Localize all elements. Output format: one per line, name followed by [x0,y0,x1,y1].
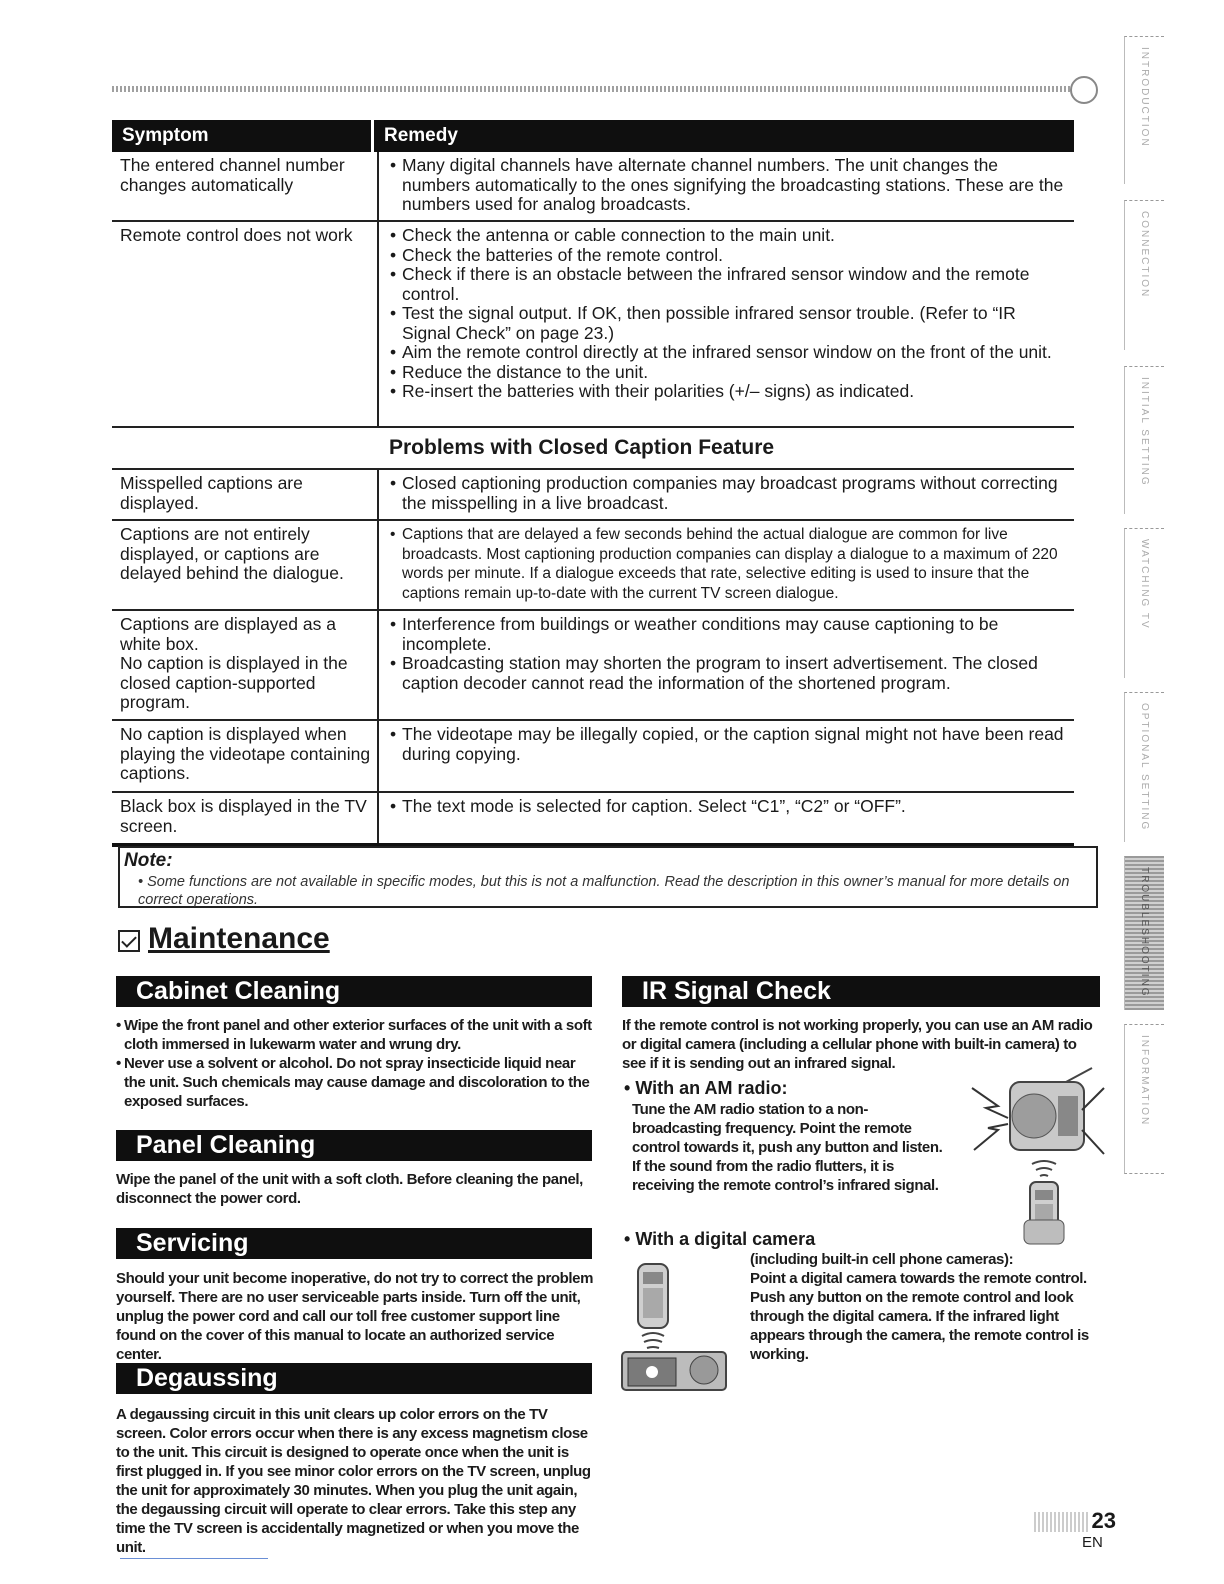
digital-camera-title: With a digital camera [635,1229,816,1249]
digital-camera-subheading: • With a digital camera [624,1229,816,1249]
am-radio-illustration [958,1066,1106,1166]
symptom-cell-2: No caption is displayed in the closed caption-supported program. [120,653,348,712]
maintenance-title: Maintenance [148,922,330,955]
remedy-header: Remedy [374,120,1074,152]
symptom-header: Symptom [112,120,374,152]
remedy-item: • Test the signal output. If OK, then possible infrared sensor trouble. (Refer to “IR Signal Check” on page 23.) [387,304,1066,343]
remedy-item: • Many digital channels have alternate channel numbers. The unit changes the numbers automatically to the ones signifying the broadcasting stations. These are the numbers used for analog broadcasts. [387,156,1066,215]
sidebar-tab-initial-setting[interactable] [1124,366,1164,514]
digital-camera-illustration [620,1262,732,1394]
cabinet-cleaning-bar: Cabinet Cleaning [116,976,592,1007]
list-item: • Never use a solvent or alcohol. Do not spray insecticide liquid near the unit. Such chemicals may cause damage and discoloration to the exposed surfaces. [116,1054,596,1111]
sidebar-label: INFORMATION [1139,1035,1150,1127]
sidebar-label: WATCHING TV [1139,539,1150,630]
table-row [112,721,1074,793]
digital-camera-text [750,1250,1090,1364]
bottom-divider [120,1558,268,1559]
remedy-item: • Interference from buildings or weather conditions may cause captioning to be incomplete. [387,615,1066,654]
remedy-item: • Broadcasting station may shorten the program to insert advertisement. The closed caption decoder cannot read the information of the shortened program. [387,654,1066,693]
sidebar-label: OPTIONAL SETTING [1139,703,1150,832]
remedy-item: • Reduce the distance to the unit. [387,363,1066,383]
symptom-cell: Captions are displayed as a white box. [120,614,336,654]
table-row [112,470,1074,521]
table-row [112,521,1074,611]
sidebar-tab-watching-tv[interactable] [1124,528,1164,678]
remedy-item: • The text mode is selected for caption. Select “C1”, “C2” or “OFF”. [387,797,1066,817]
symptom-cell: The entered channel number changes automatically [112,152,379,220]
note-title: Note: [124,850,173,871]
page-number: 23 [1091,1508,1116,1533]
remedy-item: • The videotape may be illegally copied, or the caption signal might not have been read during copying. [387,725,1066,764]
table-row [112,611,1074,721]
am-radio-title: With an AM radio: [635,1078,788,1098]
closed-caption-subheading-row [112,428,1074,470]
ir-signal-check-bar: IR Signal Check [622,976,1100,1007]
degaussing-text-2: When you plug the unit again, the degaussing circuit will operate to clear errors. Take this step any time the TV screen is accidentally magnetized or when you move the unit. [116,1482,579,1556]
top-dotted-rule [112,86,1072,92]
sidebar-label: CONNECTION [1139,211,1150,299]
sidebar-tab-connection[interactable] [1124,200,1164,350]
table-row [112,222,1074,428]
remote-control-illustration [1014,1160,1074,1246]
panel-cleaning-bar: Panel Cleaning [116,1130,592,1161]
note-text: Some functions are not available in specific modes, but this is not a malfunction. Read the description in this owner’s manual for more details on correct operations. [138,874,1070,908]
sidebar-tab-troubleshooting[interactable] [1124,856,1164,1010]
ir-intro-text: If the remote control is not working properly, you can use an AM radio or digital camera (including a cellular phone with built-in camera) to see if it is sending out an infrared signal. [622,1017,1093,1072]
sidebar-tab-information[interactable] [1124,1024,1164,1174]
sidebar-label: INTRODUCTION [1139,47,1150,148]
checkbox-icon [118,930,140,952]
remedy-item: • Aim the remote control directly at the infrared sensor window on the front of the unit. [387,343,1066,363]
sidebar-label: TROUBLESHOOTING [1139,867,1150,998]
digital-camera-text-1: (including built-in cell phone cameras): [750,1251,1014,1268]
sidebar-tab-optional-setting[interactable] [1124,692,1164,842]
servicing-text: Should your unit become inoperative, do not try to correct the problem yourself. There are no user serviceable parts inside. Turn off the unit, unplug the power cord and call our toll free customer support line found on the cover of this manual to locate an authorized service center. [116,1270,594,1363]
symptom-cell: Misspelled captions are displayed. [112,470,379,519]
remedy-item: • Check if there is an obstacle between the infrared sensor window and the remote control. [387,265,1066,304]
remedy-item: • Captions that are delayed a few seconds behind the actual dialogue are common for live broadcasts. Most captioning production companies can display a dialogue to a maximum of 220 words per minute. If a dialogue exceeds that rate, selective editing is used to insure that the captions remain up-to-date with the current TV screen dialogue. [387,525,1066,603]
digital-camera-text-2: Point a digital camera towards the remote control. Push any button on the remote control and look through the digital camera. If the infrared light appears through the camera, the remote control is working. [750,1270,1089,1363]
table-header [112,120,1074,152]
panel-cleaning-text: Wipe the panel of the unit with a soft cloth. Before cleaning the panel, disconnect the power cord. [116,1171,583,1207]
cabinet-cleaning-text [116,1016,596,1111]
remedy-item: • Check the antenna or cable connection to the main unit. [387,226,1066,246]
symptom-cell: Captions are not entirely displayed, or captions are delayed behind the dialogue. [112,521,379,609]
top-rule-circle-ornament [1070,76,1098,104]
note-box: Note: • Some functions are not available in specific modes, but this is not a malfunction. Read the description in this owner’s manual for more details on correct operations. [118,846,1098,908]
servicing-bar: Servicing [116,1228,592,1259]
degaussing-text-1: A degaussing circuit in this unit clears up color errors on the TV screen. Color errors occur when there is any excess magnetism close to the unit. This circuit is designed to operate once when the unit is first plugged in. [116,1406,588,1480]
remedy-item: • Closed captioning production companies may broadcast programs without correcting the misspelling in a live broadcast. [387,474,1066,513]
sidebar-label: INITIAL SETTING [1139,377,1150,487]
degaussing-bar: Degaussing [116,1363,592,1394]
remedy-item: • Check the batteries of the remote control. [387,246,1066,266]
maintenance-heading [118,922,330,956]
page-language: EN [1082,1534,1103,1551]
page-number-ornament [1034,1512,1088,1532]
degaussing-text [116,1405,594,1557]
symptom-cell: Black box is displayed in the TV screen. [112,793,379,843]
table-row [112,152,1074,222]
closed-caption-subheading: Problems with Closed Caption Feature [389,436,775,459]
degaussing-text-bold: If you see minor color errors on the TV screen, unplug the unit for approximately 30 minutes. [116,1463,591,1499]
am-radio-subheading: • With an AM radio: [624,1078,788,1098]
list-item: • Wipe the front panel and other exterior surfaces of the unit with a soft cloth immersed in lukewarm water and wrung dry. [116,1016,596,1054]
symptom-cell: No caption is displayed when playing the videotape containing captions. [112,721,379,791]
sidebar-tab-introduction[interactable] [1124,36,1164,184]
table-row [112,793,1074,847]
troubleshooting-table [112,120,1074,847]
am-radio-text: Tune the AM radio station to a non-broadcasting frequency. Point the remote control towards it, push any button and listen. If the sound from the radio flutters, it is receiving the remote control’s infrared signal. [632,1101,943,1194]
symptom-cell: Remote control does not work [112,222,379,426]
remedy-item: • Re-insert the batteries with their polarities (+/– signs) as indicated. [387,382,1066,402]
